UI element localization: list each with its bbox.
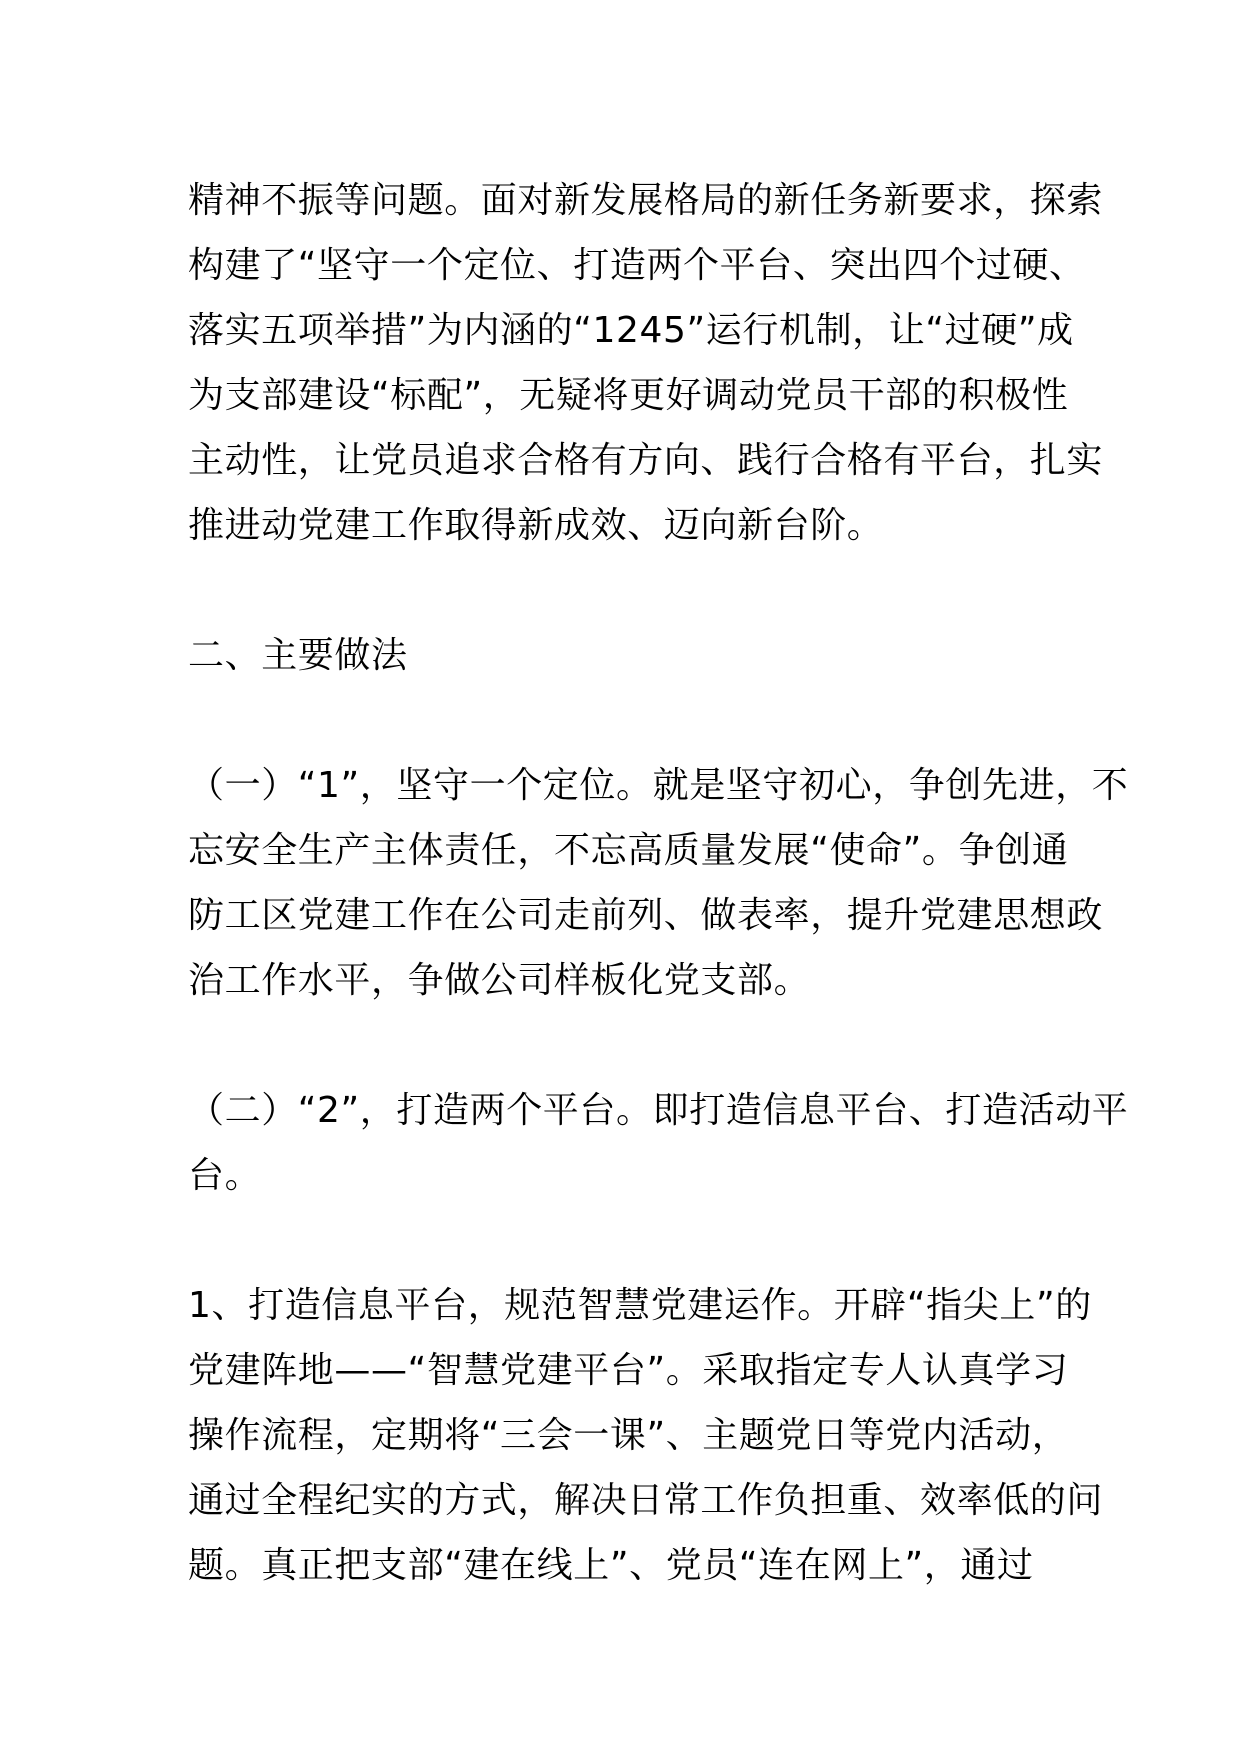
text-line: 精神不振等问题。面对新发展格局的新任务新要求，探索 xyxy=(188,180,1104,221)
text-line: （二）“2”，打造两个平台。即打造信息平台、打造活动平 xyxy=(188,1090,1129,1131)
text-line: 通过全程纪实的方式，解决日常工作负担重、效率低的问 xyxy=(188,1480,1104,1521)
document-body xyxy=(188,168,1129,1663)
text-line: 推进动党建工作取得新成效、迈向新台阶。 xyxy=(188,505,884,546)
text-line: 为支部建设“标配”，无疑将更好调动党员干部的积极性 xyxy=(188,375,1069,416)
text-line: 主动性，让党员追求合格有方向、践行合格有平台，扎实 xyxy=(188,440,1104,481)
text-line: 操作流程，定期将“三会一课”、主题党日等党内活动， xyxy=(188,1415,1069,1456)
text-line: 构建了“坚守一个定位、打造两个平台、突出四个过硬、 xyxy=(188,245,1086,286)
text-line: 台。 xyxy=(188,1155,262,1196)
text-line: 防工区党建工作在公司走前列、做表率，提升党建思想政 xyxy=(188,895,1104,936)
text-line: 题。真正把支部“建在线上”、党员“连在网上”，通过 xyxy=(188,1545,1034,1586)
text-line: 忘安全生产主体责任，不忘高质量发展“使命”。争创通 xyxy=(188,830,1069,871)
heading-text: 二、主要做法 xyxy=(188,635,408,676)
section-heading-main-methods xyxy=(188,623,1068,688)
text-line: （一）“1”，坚守一个定位。就是坚守初心，争创先进，不 xyxy=(188,765,1129,806)
paragraph-item-1 xyxy=(188,1273,1104,1598)
text-line: 治工作水平，争做公司样板化党支部。 xyxy=(188,960,811,1001)
paragraph-intro-continued xyxy=(188,168,1104,558)
paragraph-section-1 xyxy=(188,753,1129,1013)
text-line: 1、打造信息平台，规范智慧党建运作。开辟“指尖上”的 xyxy=(188,1285,1092,1326)
text-line: 党建阵地——“智慧党建平台”。采取指定专人认真学习 xyxy=(188,1350,1069,1391)
text-line: 落实五项举措”为内涵的“1245”运行机制，让“过硬”成 xyxy=(188,310,1074,351)
paragraph-section-2 xyxy=(188,1078,1129,1208)
